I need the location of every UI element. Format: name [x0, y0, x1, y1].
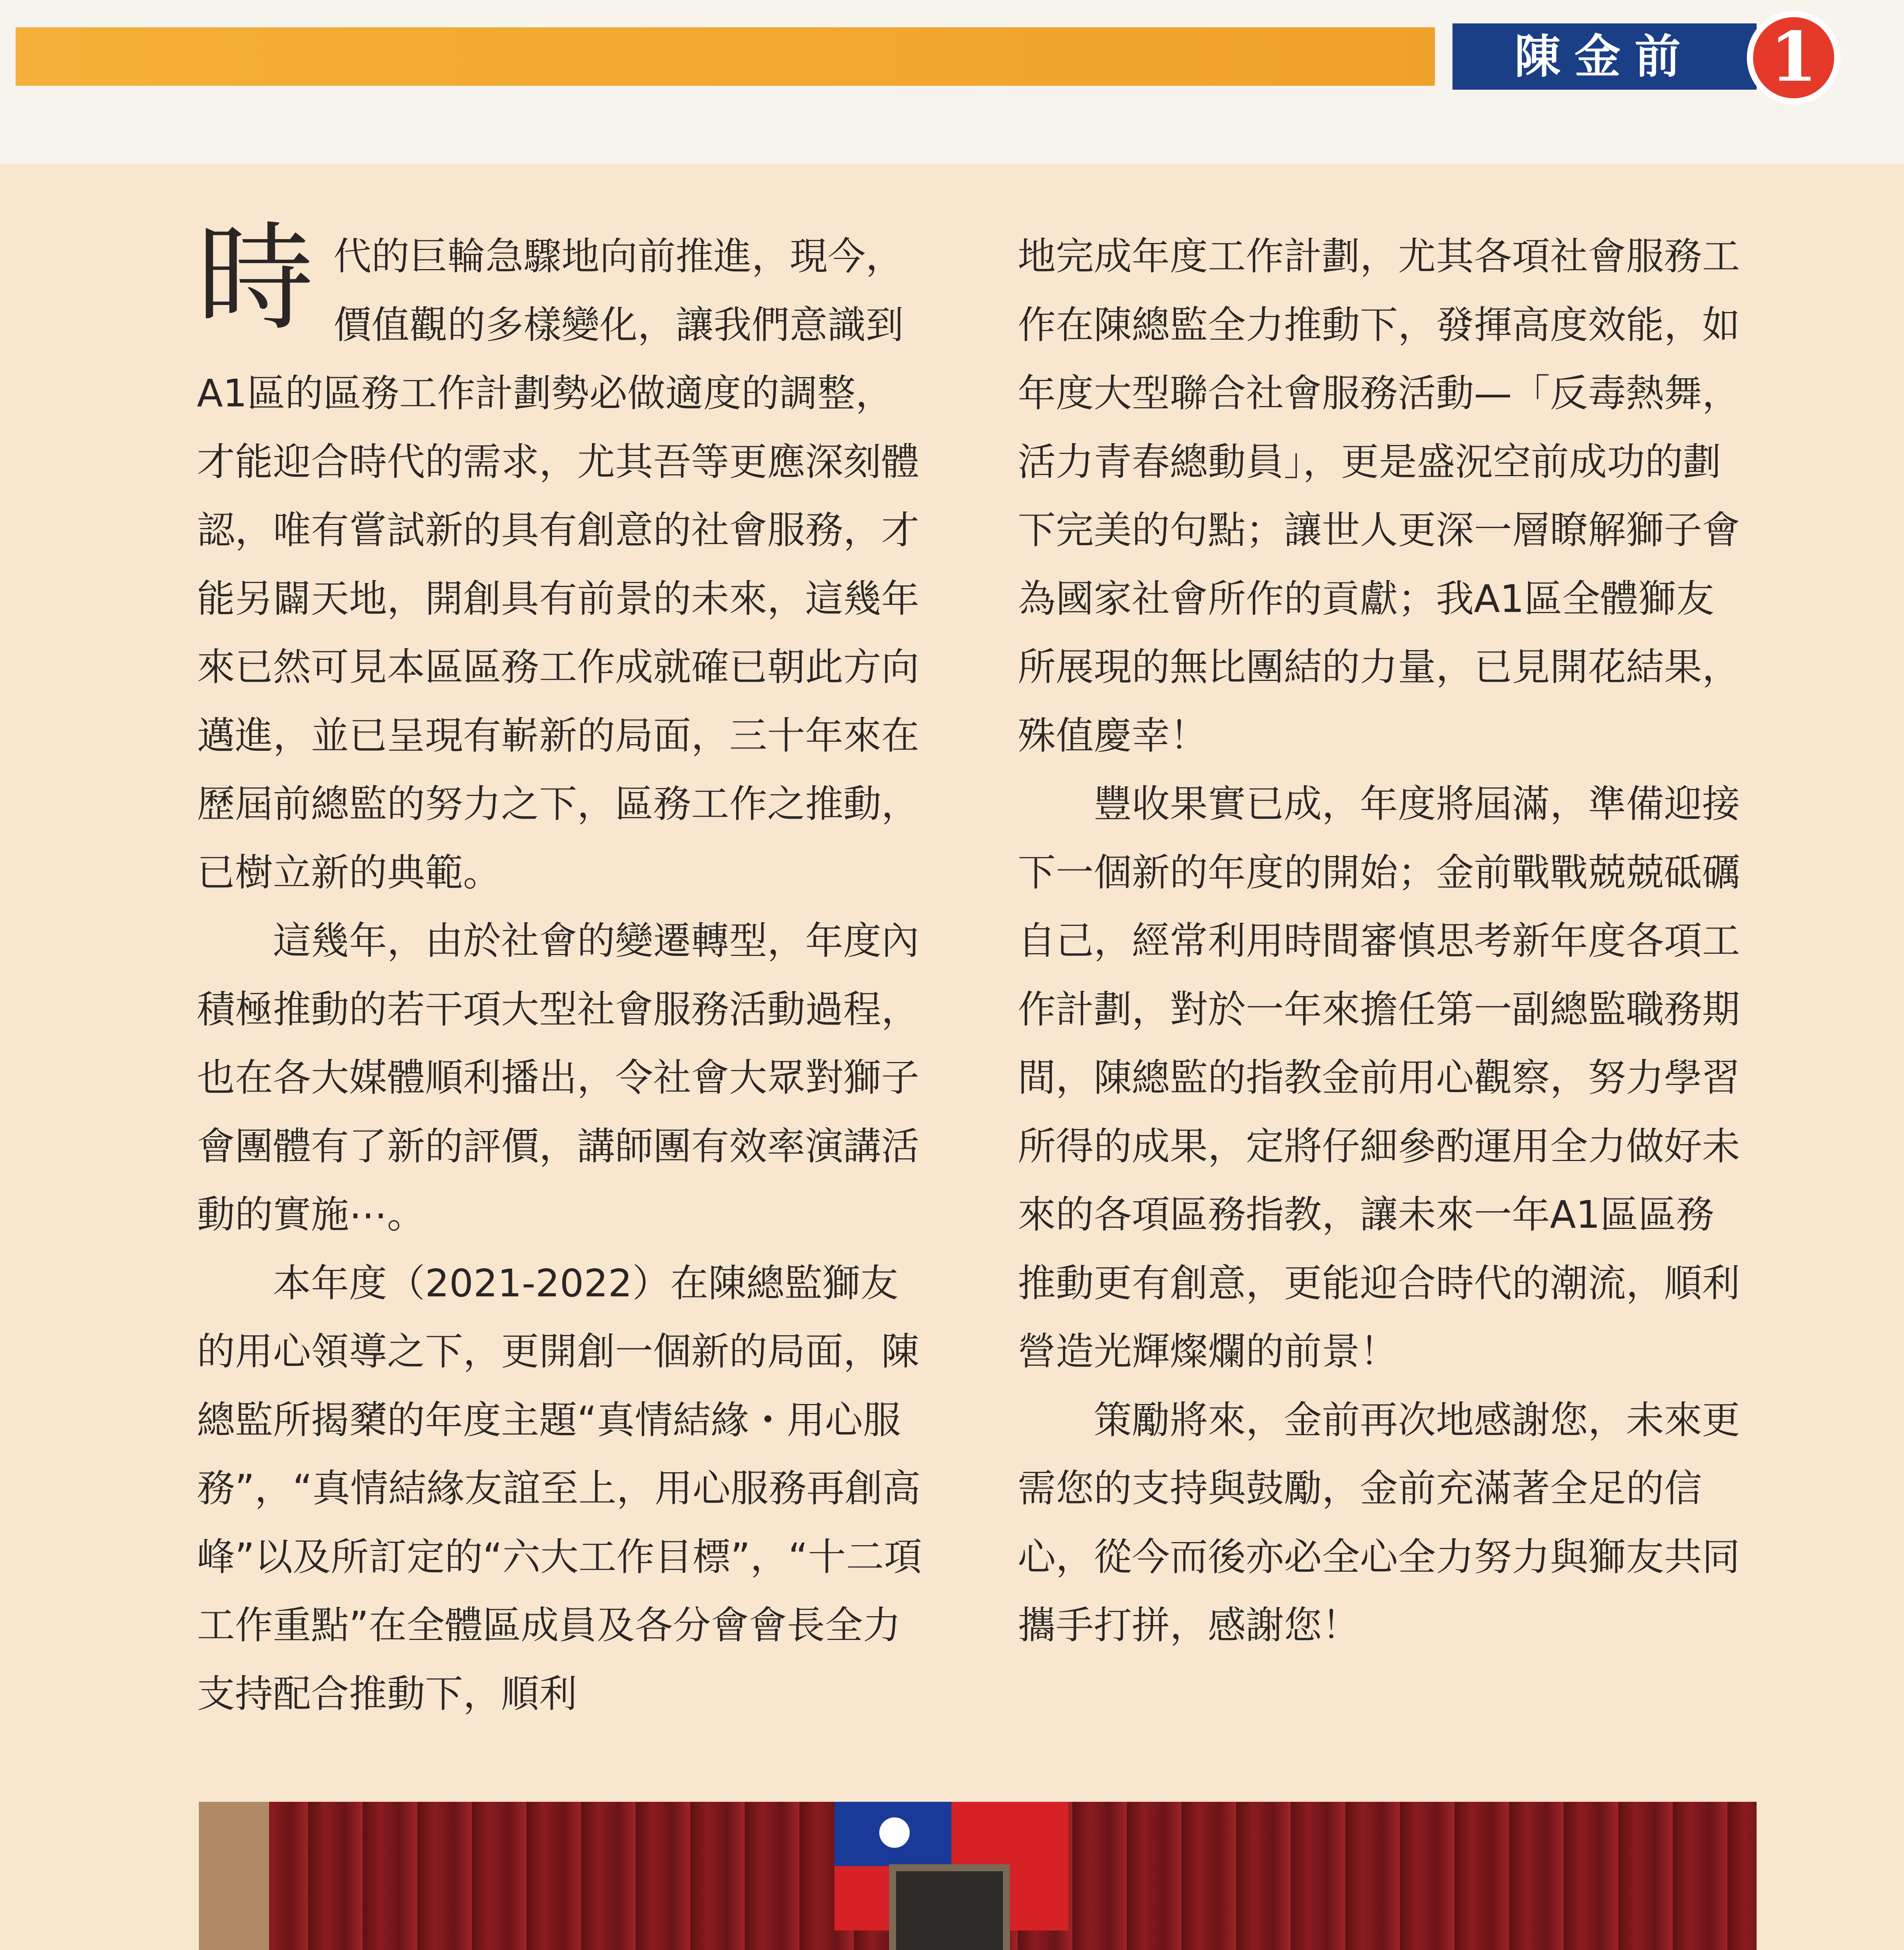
article-left-column	[197, 211, 922, 1728]
article-right-column	[1018, 222, 1743, 1660]
framed-portrait	[889, 1864, 1010, 1950]
wood-panel	[199, 1802, 269, 1950]
article-paragraph: 本年度（2021-2022）在陳總監獅友的用心領導之下，更開創一個新的局面，陳總監所揭櫫的年度主題“真情結緣・用心服務”，“真情結緣友誼至上，用心服務再創高峰”以及所訂定的“六大工作目標”，“十二項工作重點”在全體區成員及各分會會長全力支持配合推動下，順利	[197, 1260, 922, 1716]
article-paragraph: 豐收果實已成，年度將屆滿，準備迎接下一個新的年度的開始；金前戰戰兢兢砥礪自己，經常利用時間審慎思考新年度各項工作計劃，對於一年來擔任第一副總監職務期間，陳總監的指教金前用心觀察，努力學習所得的成果，定將仔細參酌運用全力做好未來的各項區務指教，讓未來一年A1區區務推動更有創意，更能迎合時代的潮流，順利營造光輝燦爛的前景！	[1018, 782, 1740, 1374]
article-paragraph: 策勵將來，金前再次地感謝您，未來更需您的支持與鼓勵，金前充滿著全足的信心，從今而後亦必全心全力努力與獅友共同攜手打拼，感謝您！	[1018, 1397, 1740, 1647]
paragraph-text: 代的巨輪急驟地向前推進，現今，價值觀的多樣變化，讓我們意識到A1區的區務工作計劃勢必做適度的調整，才能迎合時代的需求，尤其吾等更應深刻體認，唯有嘗試新的具有創意的社會服務，才能另闢天地，開創具有前景的未來，這幾年來已然可見本區區務工作成就確已朝此方向邁進，並已呈現有嶄新的局面，三十年來在歷屆前總監的努力之下，區務工作之推動，已樹立新的典範。	[197, 234, 919, 895]
flag-sun-icon	[879, 1817, 910, 1848]
group-photo	[199, 1802, 1757, 1950]
article-paragraph	[197, 211, 922, 907]
candidate-name-tag: 陳金前	[1452, 23, 1757, 90]
article-paragraph: 這幾年，由於社會的變遷轉型，年度內積極推動的若干項大型社會服務活動過程，也在各大媒體順利播出，令社會大眾對獅子會團體有了新的評價，講師團有效率演講活動的實施⋯。	[197, 918, 919, 1237]
section-number-badge: 1	[1747, 11, 1840, 105]
drop-cap: 時	[197, 211, 314, 347]
header-accent-bar	[16, 27, 1435, 86]
article-paragraph: 地完成年度工作計劃，尤其各項社會服務工作在陳總監全力推動下，發揮高度效能，如年度大型聯合社會服務活動—「反毒熱舞，活力青春總動員」，更是盛況空前成功的劃下完美的句點；讓世人更深一層瞭解獅子會為國家社會所作的貢獻；我A1區全體獅友所展現的無比團結的力量，已見開花結果，殊值慶幸！	[1018, 234, 1740, 758]
